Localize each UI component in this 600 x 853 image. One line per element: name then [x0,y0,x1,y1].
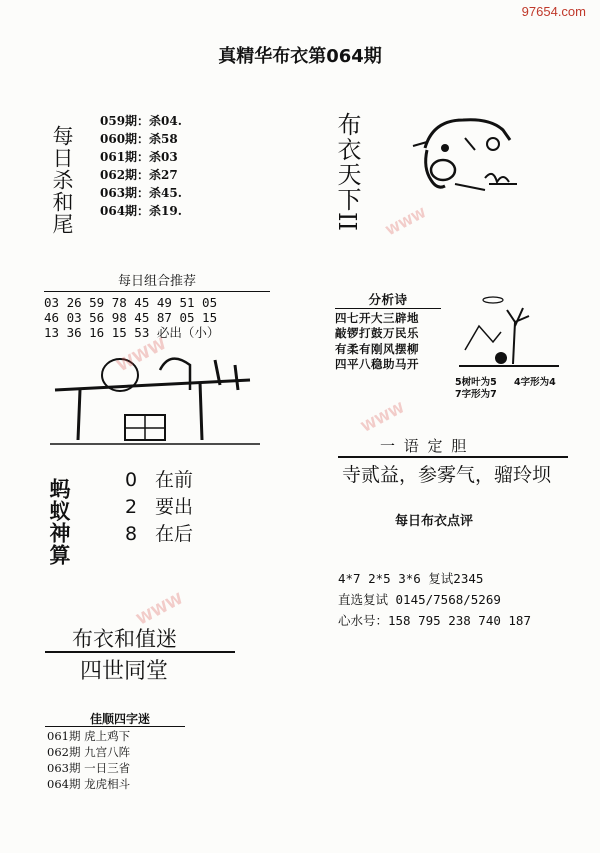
daily-kill-label: 每日杀和尾 [50,125,74,235]
ant-text: 要出 [155,496,194,518]
diagonal-watermark-stamp: WWW [383,205,430,240]
riddle-label: 布衣和值迷 [72,627,177,651]
ant-num: 0 [125,469,138,491]
daily-kill-list [100,112,182,220]
poem-caption: 4字形为4 [514,377,556,388]
jiashun-item: 061期 虎上鸡下 [47,729,131,743]
yiyu-text: 寺贰益，参雾气，骝玲坝 [342,464,552,486]
ant-text: 在前 [155,469,194,491]
ant-num: 8 [125,523,138,545]
buyi-numeral: II [333,212,361,231]
buyi-label [332,112,362,231]
jiashun-title: 佳顺四字迷 [90,712,151,726]
poem-caption: 5树叶为5 [455,377,497,388]
riddle-answer: 四世同堂 [80,659,169,684]
kill-item: 061期：杀03 [100,150,178,164]
diagonal-watermark-stamp: WWW [358,400,408,436]
ant-label: 蚂蚁神算 [47,478,71,566]
comment-line: 心水号：158 795 238 740 187 [338,613,531,628]
poem-line: 有柔有刚风摆柳 [335,341,419,356]
yiyu-divider [338,456,568,458]
comment-line: 直选复试 0145/7568/5269 [338,592,501,607]
comment-body [338,568,531,631]
poem-captions [455,377,556,401]
comment-line: 4*7 2*5 3*6 复试2345 [338,571,484,586]
kill-item: 064期：杀19. [100,204,182,218]
buyi-label-text: 布衣天下 [333,112,361,212]
ox-drawing [405,108,530,198]
jiashun-item: 063期 一日三省 [47,761,131,775]
diagonal-watermark-stamp: WWW [113,333,170,376]
diagonal-watermark-stamp: WWW [133,589,186,629]
ant-row [125,467,193,494]
comment-title: 每日布衣点评 [395,514,474,529]
kill-item: 063期：杀45. [100,186,182,200]
combo-row: 03 26 59 78 45 49 51 05 [44,295,218,310]
poem-line: 四平八稳助马开 [335,357,419,371]
ant-row [125,494,193,521]
ant-num: 2 [125,496,138,518]
kill-item: 060期：杀58 [100,132,178,146]
ant-text: 在后 [155,523,194,545]
combo-divider [44,291,270,292]
combo-row: 46 03 56 98 45 87 05 15 [44,310,218,325]
poem-caption: 7字形为7 [455,389,497,400]
jiashun-list [47,728,130,792]
kill-item: 059期：杀04. [100,114,182,128]
kill-item: 062期：杀27 [100,168,178,182]
poem-title: 分析诗 [335,292,441,309]
page-title: 真精华布衣第064期 [218,46,382,67]
analysis-poem [335,292,441,373]
ant-row [125,521,193,548]
jiashun-item: 064期 龙虎相斗 [47,777,131,791]
poem-line: 四七开大三辟地 [335,310,419,325]
ant-rows [125,467,193,548]
tree-drawing [455,292,565,374]
yiyu-label: 一 语 定 胆 [380,437,469,455]
jiashun-divider [45,726,185,727]
combo-row: 13 36 16 15 53 必出（小） [44,325,220,340]
riddle-divider [45,651,235,653]
jiashun-item: 062期 九宫八阵 [47,745,131,759]
combo-section [44,270,270,340]
combo-title: 每日组合推荐 [117,274,196,289]
site-watermark: 97654.com [521,4,586,19]
poem-line: 敲锣打鼓万民乐 [335,326,419,340]
